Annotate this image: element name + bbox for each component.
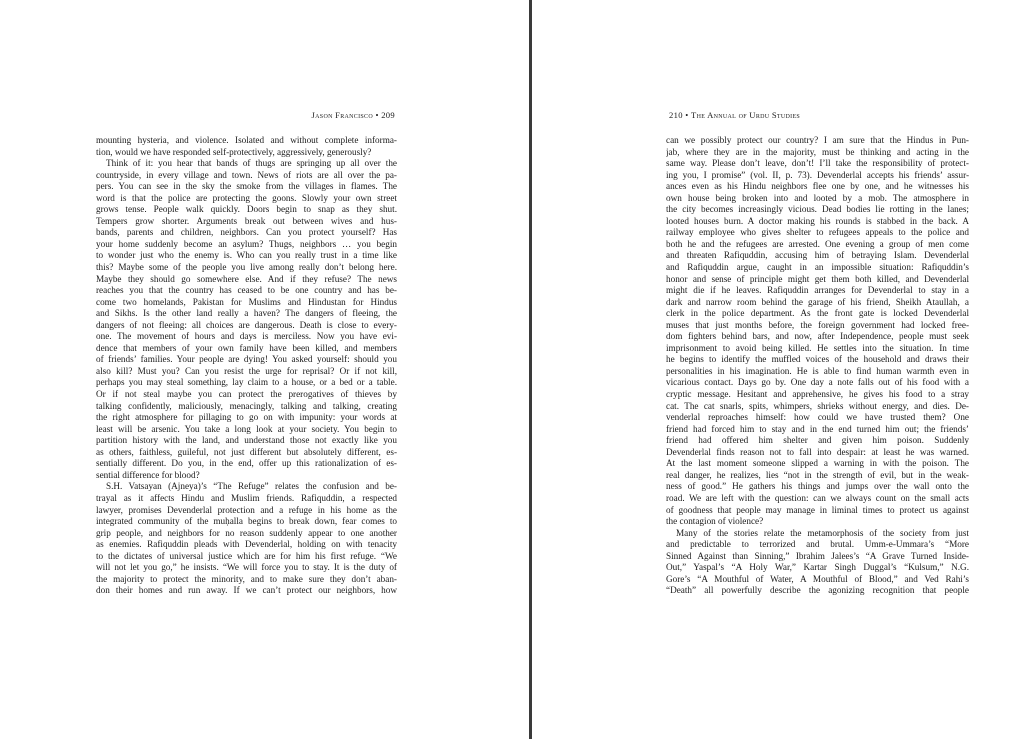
text-line: also kill? Must you? Can you resist the urge for reprisal? Or if not kill, (96, 365, 397, 376)
text-line: muses that just months before, the foreign government had locked free- (666, 319, 969, 330)
text-line: can we possibly protect our country? I am sure that the Hindus in Pun- (666, 135, 969, 145)
text-line: Devenderlal finds reason not to fall into despair: at least he was warned. (666, 446, 969, 457)
text-line: and Sikhs. Is the other land really a haven? The dangers of fleeing, the (96, 308, 397, 319)
text-line: venderlal reproaches himself: how could we have trusted them? One (666, 412, 969, 423)
text-line: friend had offered him shelter and given him poison. Suddenly (666, 435, 969, 446)
text-line: one. The movement of hours and days is merciless. Now you have evi- (96, 331, 397, 342)
text-line: might die if he leaves. Rafiquddin arranges for Devenderlal to stay in a (666, 285, 969, 296)
header-page-number: 210 (669, 110, 683, 120)
text-line: word is that the police are protecting the goons. Slowly your own street (96, 192, 397, 203)
text-line: Many of the stories relate the metamorphosis of the society from just (676, 527, 969, 538)
text-line: grip people, and neighbors for no reason suddenly appear to one another (96, 527, 397, 538)
text-line: real danger, he realizes, lies “not in the strength of evil, but in the weak- (666, 469, 969, 480)
text-line: Out,” Yaspal’s “A Holy War,” Kartar Singh Duggal’s “Kulsum,” N.G. (666, 562, 969, 573)
text-line: S.H. Vatsayan (Ajneya)’s “The Refuge” relates the confusion and be- (106, 481, 397, 492)
text-line: sentially different. Do you, in the end, offer up this rationalization of es- (96, 458, 397, 469)
text-line: and predictable to terrorized and brutal. Umm-e-Ummara’s “More (666, 539, 969, 550)
text-line: trayal as it affects Hindu and Muslim friends. Rafiquddin, a respected (96, 492, 397, 503)
text-line: partition history with the land, and understand those not exactly like you (96, 435, 397, 446)
text-line: Sinned Against than Sinning,” Ibrahim Jalees’s “A Grave Turned Inside- (666, 550, 969, 561)
right-body-text (666, 135, 969, 597)
text-line: dom fighters behind bars, and now, after Independence, people must seek (666, 331, 969, 342)
text-line: friend had forced him to stay and in the end turned him out; the friends’ (666, 423, 969, 434)
paragraph (96, 481, 397, 596)
text-line: own house being broken into and looted by a mob. The atmosphere in (666, 192, 969, 203)
text-line: the contagion of violence? (666, 516, 764, 527)
header-author: Jason Francisco (311, 110, 373, 120)
text-line: to the dictates of universal justice which are for him his first refuge. “We (96, 550, 397, 561)
text-line: Gore’s “A Mouthful of Water, A Mouthful of Blood,” and Ved Rahi’s (666, 573, 969, 584)
text-line: and Rafiquddin argue, caught in an impossible situation: Rafiquddin’s (666, 262, 969, 273)
text-line: dark and narrow room behind the garage of his friend, Sheikh Ataullah, a (666, 296, 969, 307)
paragraph (666, 528, 969, 597)
text-line: ances even as his Hindu neighbors flee one by one, and he witnesses his (666, 181, 969, 192)
header-separator: • (375, 110, 379, 120)
text-line: Think of it: you hear that bands of thugs are springing up all over the (106, 158, 397, 169)
text-line: come two homelands, Pakistan for Muslims and Hindustan for Hindus (96, 296, 397, 307)
paragraph (96, 135, 397, 158)
left-body-text (96, 135, 397, 597)
text-line: dangers of not fleeing: all choices are dangerous. Death is close to every- (96, 319, 397, 330)
text-line: of goodness that people may manage in liminal times to protect us against (666, 504, 969, 515)
text-line: cat. The cat snarls, spits, whimpers, shrieks without energy, and dies. De- (666, 400, 969, 411)
text-line: mounting hysteria, and violence. Isolated and without complete informa- (96, 135, 397, 145)
text-line: of friends’ families. Your people are dying! You asked yourself: should you (96, 354, 397, 365)
text-line: to wonder just who the enemy is. Who can you really trust in a time like (96, 250, 397, 261)
text-line: this? Maybe some of the people you live among really don’t belong here. (96, 262, 397, 273)
text-line: the majority to protect the minority, and to make sure they don’t aban- (96, 573, 397, 584)
text-line: ing you, I promise” (vol. II, p. 73). Devenderlal accepts his friends’ assur- (666, 169, 969, 180)
running-header-right (669, 110, 800, 120)
text-line: integrated community of the muḥalla begins to break down, fear comes to (96, 516, 397, 527)
text-line: your home suddenly become an asylum? Thugs, neighbors … you begin (96, 238, 397, 249)
text-line: personalities in his imagination. He is able to find human warmth even in (666, 365, 969, 376)
text-line: sential difference for blood? (96, 469, 200, 480)
header-page-number: 209 (381, 110, 395, 120)
text-line: the right atmosphere for pillaging to go on with impunity: your words at (96, 412, 397, 423)
text-line: talking confidently, maliciously, menacingly, talking and talking, creating (96, 400, 397, 411)
text-line: grows tense. People walk quickly. Doors begin to snap as they shut. (96, 204, 397, 215)
paragraph (666, 135, 969, 528)
text-line: At the last moment someone slipped a warning in with the poison. The (666, 458, 969, 469)
text-line: Or if not steal maybe you can protect the prerogatives of thieves by (96, 389, 397, 400)
text-line: clerk in the police department. As the front gate is locked Devenderlal (666, 308, 969, 319)
text-line: he begins to identify the muffled voices of the household and draws their (666, 354, 969, 365)
text-line: “Death” all powerfully describe the agonizing recognition that people (666, 585, 969, 596)
text-line: imprisonment to avoid being killed. He settles into the situation. In time (666, 342, 969, 353)
text-line: as others, faithless, guileful, not just different but absolutely different, es- (96, 446, 397, 457)
text-line: bands, parents and children, neighbors. Can you protect yourself? Has (96, 227, 397, 238)
text-line: lawyer, promises Devenderlal protection and a refuge in his home as the (96, 504, 397, 515)
text-line: dence that members of your own family have been killed, and members (96, 342, 397, 353)
text-line: pers. You can see in the sky the smoke from the villages in flames. The (96, 181, 397, 192)
text-line: railway employee who gives shelter to refugees appeals to the police and (666, 227, 969, 238)
text-line: looted houses burn. A doctor making his rounds is stabbed in the back. A (666, 215, 969, 226)
text-line: least will be arsenic. You take a long look at your society. You begin to (96, 423, 397, 434)
text-line: cryptic message. Hesitant and apprehensive, he gives his food to a stray (666, 389, 969, 400)
text-line: perhaps you may steal something, lay claim to a house, or a bed or a table. (96, 377, 397, 388)
text-line: jab, where they are in the majority, must be thinking and acting in the (666, 146, 969, 157)
text-line: Maybe they should go somewhere else. And if they refuse? The news (96, 273, 397, 284)
text-line: countryside, in every village and town. News of riots are all over the pa- (96, 169, 397, 180)
text-line: both he and the refugees are arrested. One evening a group of men come (666, 238, 969, 249)
text-line: will not let you go,” he insists. “We will force you to stay. It is the duty of (96, 562, 397, 573)
text-line: don their homes and run away. If we can’t protect our neighbors, how (96, 585, 397, 596)
text-line: same way. Please don’t leave, don’t! I’ll take the responsibility of protect- (666, 158, 969, 169)
paragraph (96, 158, 397, 481)
header-separator: • (685, 110, 689, 120)
text-line: and threaten Rafiquddin, accusing him of betraying Islam. Devenderlal (666, 250, 969, 261)
running-header-left (312, 110, 395, 120)
text-line: vicarious contact. Days go by. One day a note falls out of his food with a (666, 377, 969, 388)
text-line: as enemies. Rafiquddin pleads with Devenderlal, holding on with tenacity (96, 539, 397, 550)
text-line: reaches you that the country has ceased to be one country and has be- (96, 285, 397, 296)
text-line: road. We are left with the question: can we always count on the small acts (666, 492, 969, 503)
header-journal-title: The Annual of Urdu Studies (691, 110, 801, 120)
text-line: Tempers grow shorter. Arguments break out between wives and hus- (96, 215, 397, 226)
text-line: honor and sense of principle might get them both killed, and Devenderlal (666, 273, 969, 284)
text-line: tion, would we have responded self-protectively, aggressively, generously? (96, 146, 372, 157)
text-line: ness of good.” He gathers his things and jumps over the wall onto the (666, 481, 969, 492)
right-page (532, 0, 1024, 739)
text-line: the city becomes increasingly vicious. Dead bodies lie rotting in the lanes; (666, 204, 969, 215)
